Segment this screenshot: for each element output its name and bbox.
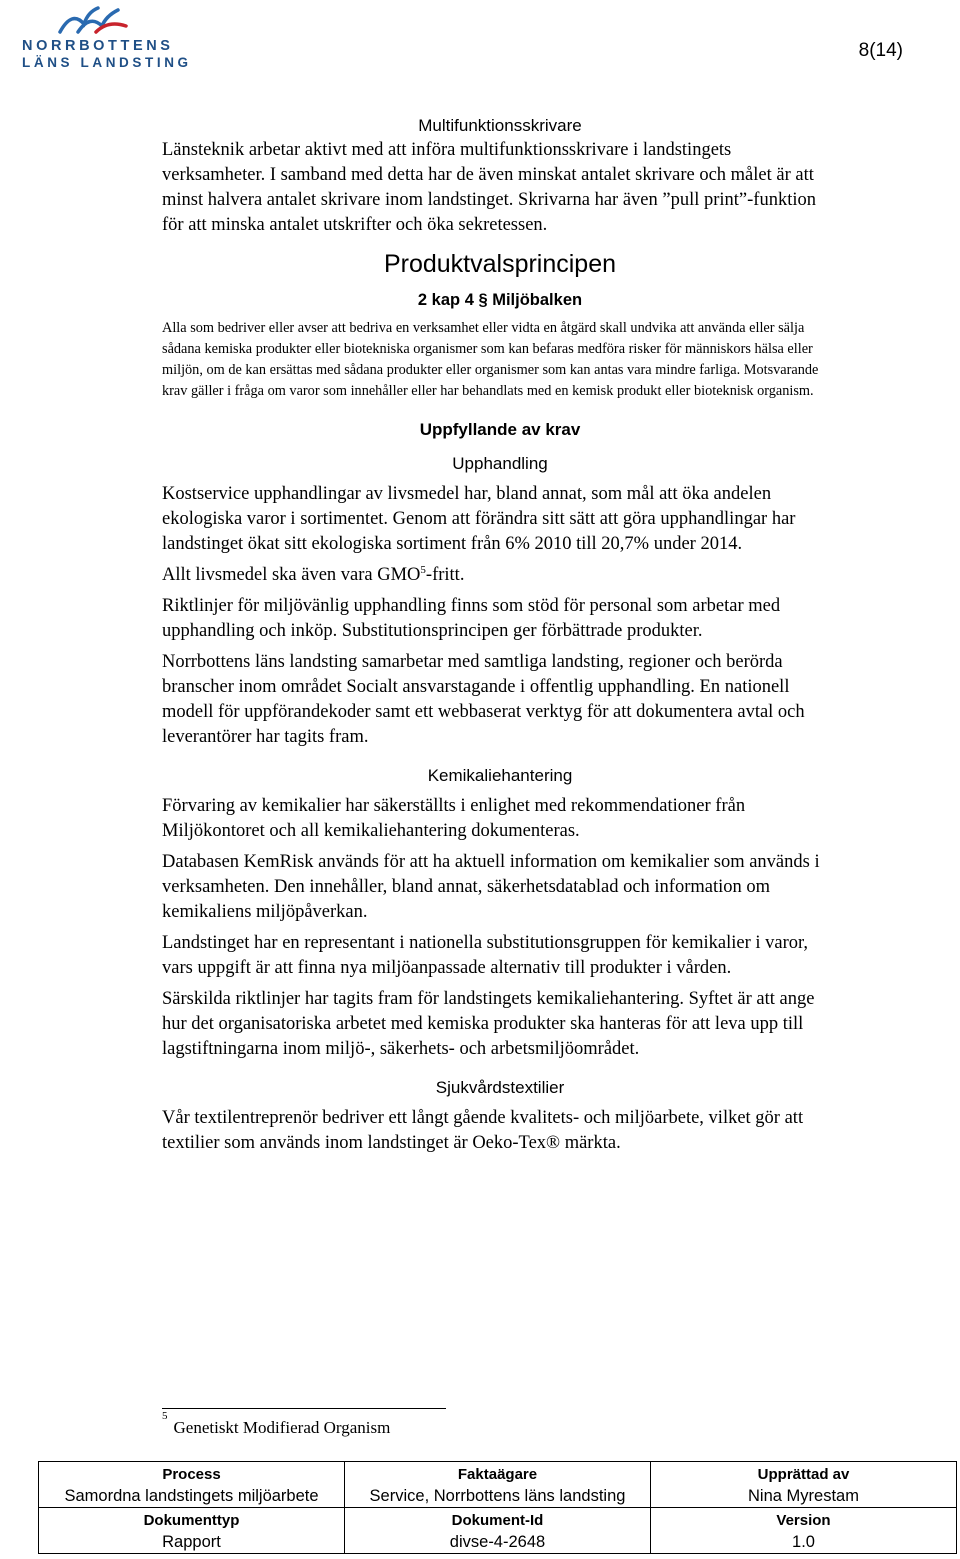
process-value: Samordna landstingets miljöarbete <box>64 1487 319 1505</box>
gmo-text: Allt livsmedel ska även vara GMO <box>162 565 421 585</box>
paragraph-kemikalie-2: Databasen KemRisk används för att ha aktuell information om kemikalier som används i verksamheten. Den innehåller, bland annat, säkerhetsdatablad och information om kemikaliens miljöpåverkan. <box>162 852 820 922</box>
footnote-number: 5 <box>162 1410 168 1422</box>
doctype-label: Dokumenttyp <box>143 1512 240 1529</box>
doctype-value: Rapport <box>162 1533 221 1551</box>
footnote-reference: 5 <box>420 563 426 576</box>
footnote-text: Genetiskt Modifierad Organism <box>173 1418 391 1437</box>
section-title-produktvalsprincipen: Produktvalsprincipen <box>383 250 617 278</box>
heading-upphandling: Upphandling <box>452 454 548 473</box>
author-value: Nina Myrestam <box>748 1487 859 1505</box>
paragraph-sjukvardstextilier: Vår textilentreprenör bedriver ett långt gående kvalitets- och miljöarbete, vilket gör att textilier som används inom landstinget är Oeko-Tex® märkta. <box>162 1108 804 1153</box>
paragraph-multifunktion: Länsteknik arbetar aktivt med att införa multifunktionsskrivare i landstingets verksamheter. I samband med detta har de även minskat antalet skrivare och målet är att minst halvera antalet skrivare inom landstinget. Skrivarna har även ”pull print”-funktion för att minska antalet utskrifter och öka sekretessen. <box>162 140 816 235</box>
version-cell <box>651 1508 957 1554</box>
doctype-cell <box>39 1508 345 1554</box>
footnote <box>162 1410 391 1438</box>
author-cell <box>651 1462 957 1508</box>
owner-cell <box>345 1462 651 1508</box>
page-number: 8(14) <box>858 40 903 61</box>
heading-kemikaliehantering: Kemikaliehantering <box>427 766 573 785</box>
paragraph-kemikalie-3: Landstinget har en representant i nationella substitutionsgruppen för kemikalier i varor, vars uppgift är att finna nya miljöanpassade alternativ till produkter i vården. <box>162 933 809 978</box>
law-reference: 2 kap 4 § Miljöbalken <box>417 291 583 309</box>
law-quote: Alla som bedriver eller avser att bedriva en verksamhet eller vidta en åtgärd skall undvika att använda eller sälja sådana kemiska produkter eller biotekniska organismer som kan befaras medföra risker för människors hälsa eller miljön, om de kan ersättas med sådana produkter eller organismer som kan antas vara mindre farliga. Motsvarande krav gäller i fråga om varor som innehåller eller har behandlats med en kemisk produkt eller bioteknisk organism. <box>162 320 819 399</box>
gmo-text-suffix: -fritt. <box>425 565 465 585</box>
author-label: Upprättad av <box>757 1466 850 1483</box>
paragraph-upphandling-3: Riktlinjer för miljövänlig upphandling finns som stöd för personal som arbetar med upphandling och inköp. Substitutionsprincipen ger förbättrade produkter. <box>162 596 781 641</box>
paragraph-upphandling-4: Norrbottens läns landsting samarbetar med samtliga landsting, regioner och berörda branscher inom området Socialt ansvarstagande i offentlig upphandling. En nationell modell för uppförandekoder samt ett webbaserat verktyg för att dokumentera avtal och leverantörer har tagits fram. <box>162 652 805 747</box>
heading-sjukvardstextilier: Sjukvårdstextilier <box>435 1078 565 1097</box>
paragraph-kemikalie-4: Särskilda riktlinjer har tagits fram för landstingets kemikaliehantering. Syftet är att ange hur det organisatoriska arbetet med kemiska produkter ska hanteras för att leva upp till lagstiftningarna inom miljö-, säkerhets- och arbetsmiljöområdet. <box>162 989 815 1059</box>
footnote-divider <box>162 1408 446 1409</box>
county-council-logo <box>8 4 192 70</box>
docid-value: divse-4-2648 <box>449 1533 546 1551</box>
document-info-table <box>38 1461 957 1554</box>
paragraph-upphandling-2 <box>162 563 838 588</box>
owner-value: Service, Norrbottens läns landsting <box>369 1487 626 1505</box>
logo-text-line1: NORRBOTTENS <box>22 38 174 54</box>
version-value: 1.0 <box>792 1533 815 1551</box>
owner-label: Faktaägare <box>457 1466 538 1483</box>
process-cell <box>39 1462 345 1508</box>
logo-mark-icon <box>58 6 130 36</box>
logo-text-line2: LÄNS LANDSTING <box>22 55 192 70</box>
document-body <box>162 114 838 1156</box>
docid-label: Dokument-Id <box>451 1512 544 1529</box>
heading-multifunktionsskrivare: Multifunktionsskrivare <box>418 116 582 135</box>
paragraph-upphandling-1: Kostservice upphandlingar av livsmedel har, bland annat, som mål att öka andelen ekologiska varor i sortimentet. Genom att förändra sitt sätt att göra upphandlingar har landstinget ökat sitt ekologiska sortiment från 6% 2010 till 20,7% under 2014. <box>162 484 796 554</box>
docid-cell <box>345 1508 651 1554</box>
paragraph-kemikalie-1: Förvaring av kemikalier har säkerställts i enlighet med rekommendationer från Miljökontoret och all kemikaliehantering dokumenteras. <box>162 796 746 841</box>
version-label: Version <box>776 1512 831 1529</box>
process-label: Process <box>162 1466 221 1483</box>
heading-uppfyllande-av-krav: Uppfyllande av krav <box>419 420 581 439</box>
